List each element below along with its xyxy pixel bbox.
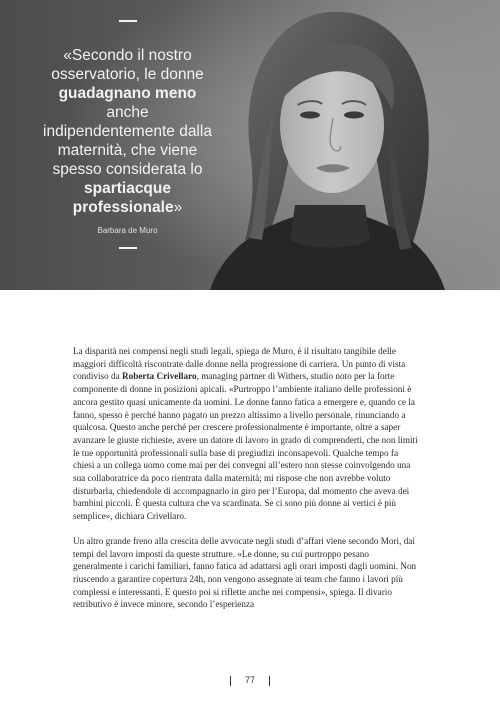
emphasis-text: spartiacque professionale (72, 180, 174, 216)
pull-quote (40, 46, 215, 217)
text-run: La disparità nei compensi negli studi legali, spiega de Muro, è il risultato tangibile delle maggiori difficoltà riscontrate dalle donne nella progressione di carriera. Un punto di vista condiviso da (73, 346, 406, 382)
text-run: Un altro grande freno alla crescita delle avvocate negli studi d’affari viene secondo Mori, dai tempi del lavoro imposti da queste strutture. «Le donne, su cui purtroppo pesano generalmente i carichi familiari, fanno fatica ad adattarsi agli orari imposti dagli uomini. Non riuscendo a garantire copertura 24h, non vengono assegnate ai team che fanno i lavori più complessi e interessanti. E questo poi si riflette anche nei compensi», spiega. Il divario retributivo è invece minore, secondo l’esperienza (73, 535, 417, 610)
quote-attribution: Barbara de Muro (97, 226, 158, 235)
article-paragraph (73, 535, 418, 611)
text-run: «Secondo il nostro osservatorio, le donne (51, 47, 204, 83)
divider-top (119, 20, 137, 22)
article-paragraph (73, 345, 418, 523)
text-run: » (173, 199, 183, 216)
page-footer (0, 675, 500, 686)
pull-quote-block (40, 20, 215, 249)
emphasis-text: guadagnano meno (58, 85, 197, 102)
divider-bottom (119, 247, 137, 249)
footer-rule-left (230, 676, 231, 686)
emphasis-text: Roberta Crivellaro (122, 371, 197, 382)
page-number: 77 (244, 675, 255, 685)
hero-banner (0, 0, 500, 290)
footer-rule-right (269, 676, 270, 686)
text-run: , managing partner di Withers, studio noto per la forte componente di donne in posizioni apicali. «Purtroppo l’ambiente italiano delle professioni è ancora gestito quasi unicamente da uomini. Le donne fanno fatica a emergere e, quando ce la fanno, spesso è perché hanno pagato un prezzo altissimo a livello personale, rinunciando a qualcosa. Questo anche perché per crescere professionalmente è importante, oltre a saper avanzare le giuste richieste, avere un datore di lavoro in grado di comprenderti, che non limiti le tue opportunità professionali sulla base di pregiudizi inconsapevoli. Qualche tempo fa chiesi a un collega uomo come mai per dei convegni all’estero non stesse coinvolgendo una sua collaboratrice da poco rientrata dalla maternità; mi rispose che non avrebbe voluto disturbarla, chiedendole di accompagnarlo in giro per l’Europa, dal momento che aveva dei bambini piccoli. È questa cultura che va scardinata. Se ci sono più donne ai vertici è più semplice», dichiara Crivellaro. (73, 371, 418, 522)
text-run: anche indipendentemente dalla maternità, che viene spesso considerata lo (43, 104, 212, 178)
article-body (73, 345, 418, 623)
